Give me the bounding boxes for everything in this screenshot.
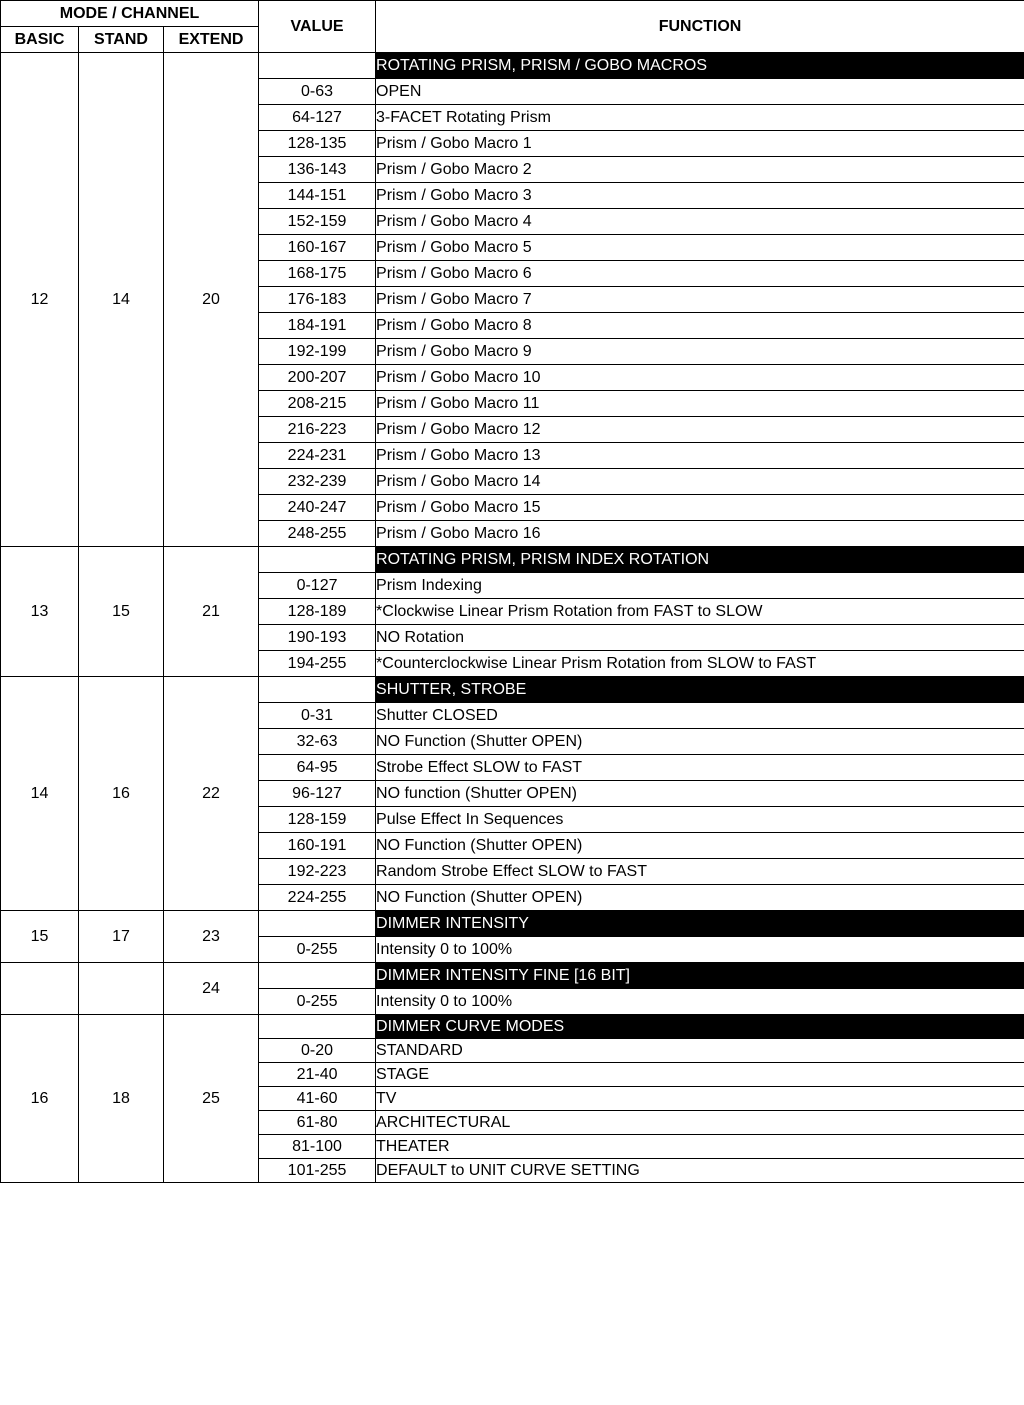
function-description: Prism / Gobo Macro 10 xyxy=(376,365,1024,391)
function-description: Prism / Gobo Macro 2 xyxy=(376,157,1024,183)
value-range: 21-40 xyxy=(259,1063,376,1087)
function-description: Prism / Gobo Macro 14 xyxy=(376,469,1024,495)
value-range: 224-231 xyxy=(259,443,376,469)
stand-channel: 18 xyxy=(79,1015,164,1183)
value-range: 0-31 xyxy=(259,703,376,729)
function-description: NO Function (Shutter OPEN) xyxy=(376,833,1024,859)
function-description: Strobe Effect SLOW to FAST xyxy=(376,755,1024,781)
value-range: 160-167 xyxy=(259,235,376,261)
value-range: 208-215 xyxy=(259,391,376,417)
function-description: *Counterclockwise Linear Prism Rotation from SLOW to FAST xyxy=(376,651,1024,677)
function-description: Prism / Gobo Macro 13 xyxy=(376,443,1024,469)
section-title: DIMMER INTENSITY FINE [16 BIT] xyxy=(376,963,1024,989)
function-description: Prism / Gobo Macro 9 xyxy=(376,339,1024,365)
section-row xyxy=(1,677,1024,703)
section-row xyxy=(1,53,1024,79)
function-description: Prism / Gobo Macro 5 xyxy=(376,235,1024,261)
extend-channel: 25 xyxy=(164,1015,259,1183)
function-description: Prism / Gobo Macro 7 xyxy=(376,287,1024,313)
section-value-empty xyxy=(259,677,376,703)
value-range: 128-189 xyxy=(259,599,376,625)
extend-channel: 23 xyxy=(164,911,259,963)
value-range: 0-255 xyxy=(259,937,376,963)
function-description: OPEN xyxy=(376,79,1024,105)
function-description: *Clockwise Linear Prism Rotation from FAST to SLOW xyxy=(376,599,1024,625)
table-body xyxy=(1,53,1024,1183)
value-range: 96-127 xyxy=(259,781,376,807)
function-description: Shutter CLOSED xyxy=(376,703,1024,729)
value-range: 128-135 xyxy=(259,131,376,157)
section-value-empty xyxy=(259,911,376,937)
function-description: TV xyxy=(376,1087,1024,1111)
function-description: NO Function (Shutter OPEN) xyxy=(376,729,1024,755)
mode-channel-header: MODE / CHANNEL xyxy=(1,1,259,27)
value-range: 232-239 xyxy=(259,469,376,495)
stand-channel xyxy=(79,963,164,1015)
function-description: STANDARD xyxy=(376,1039,1024,1063)
basic-channel: 14 xyxy=(1,677,79,911)
function-description: Intensity 0 to 100% xyxy=(376,989,1024,1015)
value-range: 224-255 xyxy=(259,885,376,911)
value-range: 64-95 xyxy=(259,755,376,781)
function-description: THEATER xyxy=(376,1135,1024,1159)
value-range: 32-63 xyxy=(259,729,376,755)
value-range: 192-199 xyxy=(259,339,376,365)
section-value-empty xyxy=(259,547,376,573)
value-range: 81-100 xyxy=(259,1135,376,1159)
function-description: NO function (Shutter OPEN) xyxy=(376,781,1024,807)
stand-channel: 16 xyxy=(79,677,164,911)
value-range: 136-143 xyxy=(259,157,376,183)
section-value-empty xyxy=(259,963,376,989)
extend-channel: 21 xyxy=(164,547,259,677)
basic-header: BASIC xyxy=(1,27,79,53)
extend-header: EXTEND xyxy=(164,27,259,53)
function-description: STAGE xyxy=(376,1063,1024,1087)
extend-channel: 22 xyxy=(164,677,259,911)
basic-channel: 16 xyxy=(1,1015,79,1183)
function-description: Prism / Gobo Macro 15 xyxy=(376,495,1024,521)
value-range: 176-183 xyxy=(259,287,376,313)
value-range: 184-191 xyxy=(259,313,376,339)
function-description: Prism / Gobo Macro 6 xyxy=(376,261,1024,287)
value-range: 168-175 xyxy=(259,261,376,287)
function-description: Pulse Effect In Sequences xyxy=(376,807,1024,833)
value-header: VALUE xyxy=(259,1,376,53)
stand-channel: 14 xyxy=(79,53,164,547)
basic-channel: 12 xyxy=(1,53,79,547)
section-title: ROTATING PRISM, PRISM / GOBO MACROS xyxy=(376,53,1024,79)
value-range: 194-255 xyxy=(259,651,376,677)
value-range: 61-80 xyxy=(259,1111,376,1135)
function-description: Prism / Gobo Macro 11 xyxy=(376,391,1024,417)
stand-channel: 17 xyxy=(79,911,164,963)
section-row xyxy=(1,547,1024,573)
section-title: ROTATING PRISM, PRISM INDEX ROTATION xyxy=(376,547,1024,573)
value-range: 200-207 xyxy=(259,365,376,391)
basic-channel: 13 xyxy=(1,547,79,677)
function-header: FUNCTION xyxy=(376,1,1024,53)
value-range: 0-63 xyxy=(259,79,376,105)
function-description: Prism / Gobo Macro 8 xyxy=(376,313,1024,339)
value-range: 144-151 xyxy=(259,183,376,209)
value-range: 128-159 xyxy=(259,807,376,833)
function-description: DEFAULT to UNIT CURVE SETTING xyxy=(376,1159,1024,1183)
value-range: 160-191 xyxy=(259,833,376,859)
value-range: 41-60 xyxy=(259,1087,376,1111)
function-description: Prism / Gobo Macro 4 xyxy=(376,209,1024,235)
function-description: Random Strobe Effect SLOW to FAST xyxy=(376,859,1024,885)
value-range: 0-255 xyxy=(259,989,376,1015)
section-title: DIMMER INTENSITY xyxy=(376,911,1024,937)
basic-channel: 15 xyxy=(1,911,79,963)
function-description: Prism / Gobo Macro 1 xyxy=(376,131,1024,157)
section-row xyxy=(1,911,1024,937)
section-value-empty xyxy=(259,1015,376,1039)
value-range: 192-223 xyxy=(259,859,376,885)
stand-header: STAND xyxy=(79,27,164,53)
table-header xyxy=(1,1,1024,53)
function-description: Prism / Gobo Macro 16 xyxy=(376,521,1024,547)
value-range: 248-255 xyxy=(259,521,376,547)
function-description: Prism / Gobo Macro 12 xyxy=(376,417,1024,443)
function-description: ARCHITECTURAL xyxy=(376,1111,1024,1135)
value-range: 0-20 xyxy=(259,1039,376,1063)
basic-channel xyxy=(1,963,79,1015)
section-row xyxy=(1,1015,1024,1039)
function-description: NO Function (Shutter OPEN) xyxy=(376,885,1024,911)
function-description: Prism / Gobo Macro 3 xyxy=(376,183,1024,209)
value-range: 0-127 xyxy=(259,573,376,599)
function-description: NO Rotation xyxy=(376,625,1024,651)
value-range: 64-127 xyxy=(259,105,376,131)
value-range: 216-223 xyxy=(259,417,376,443)
section-value-empty xyxy=(259,53,376,79)
function-description: Intensity 0 to 100% xyxy=(376,937,1024,963)
extend-channel: 24 xyxy=(164,963,259,1015)
stand-channel: 15 xyxy=(79,547,164,677)
section-row xyxy=(1,963,1024,989)
value-range: 152-159 xyxy=(259,209,376,235)
value-range: 240-247 xyxy=(259,495,376,521)
section-title: SHUTTER, STROBE xyxy=(376,677,1024,703)
section-title: DIMMER CURVE MODES xyxy=(376,1015,1024,1039)
value-range: 101-255 xyxy=(259,1159,376,1183)
value-range: 190-193 xyxy=(259,625,376,651)
function-description: Prism Indexing xyxy=(376,573,1024,599)
function-description: 3-FACET Rotating Prism xyxy=(376,105,1024,131)
extend-channel: 20 xyxy=(164,53,259,547)
